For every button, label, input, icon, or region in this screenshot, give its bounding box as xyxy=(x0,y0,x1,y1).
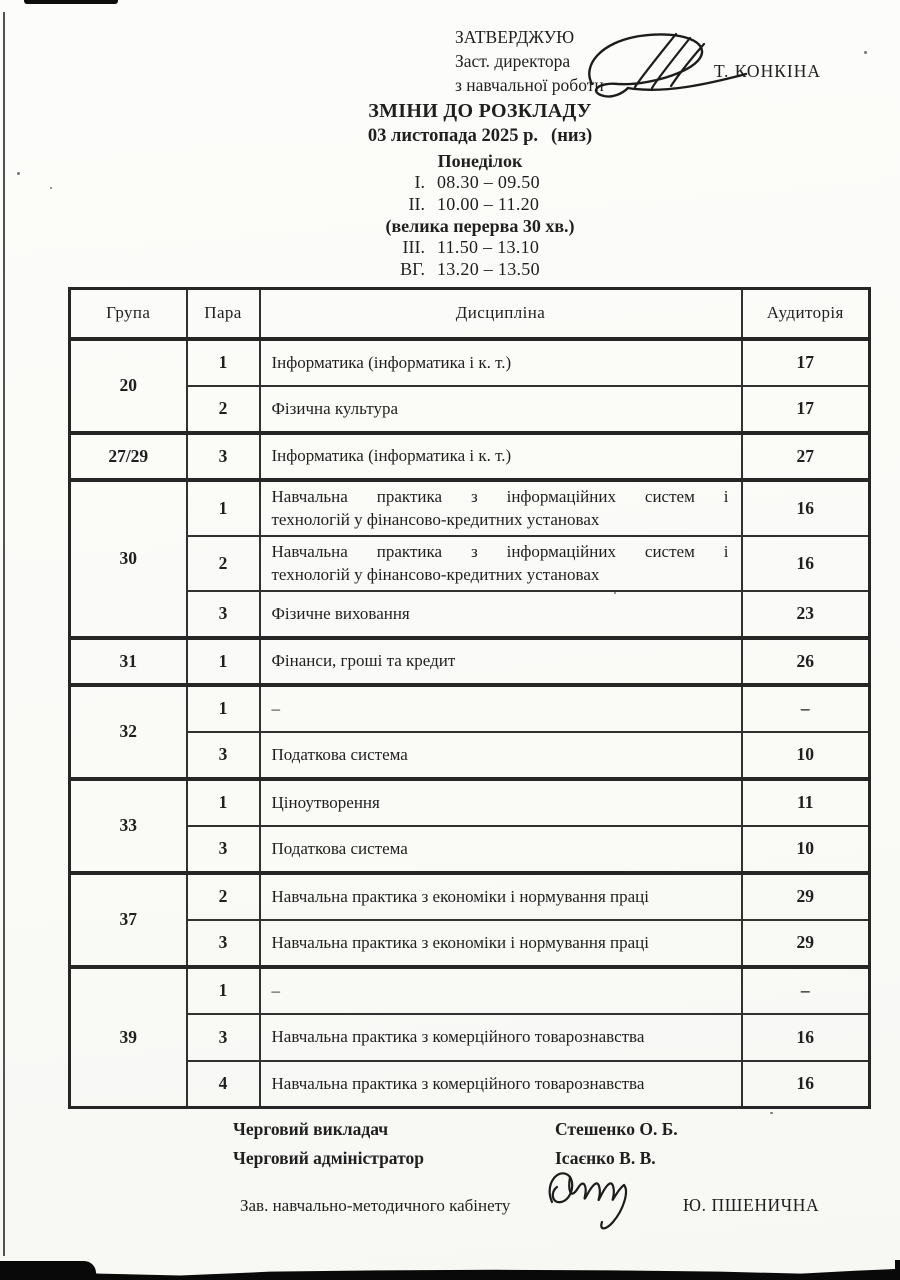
room-cell: 26 xyxy=(742,638,870,685)
discipline-text-line: Навчальна практика з інформаційних систем і xyxy=(271,541,729,561)
table-row xyxy=(70,536,870,591)
duty-person-name: Стешенко О. Б. xyxy=(555,1119,678,1139)
table-row xyxy=(70,638,870,685)
discipline-cell: Інформатика (інформатика і к. т.) xyxy=(260,433,742,480)
room-cell: – xyxy=(742,685,870,732)
discipline-text-line: Навчальна практика з інформаційних систем і xyxy=(271,486,729,506)
cabinet-head-label: Зав. навчально-методичного кабінету xyxy=(240,1196,511,1215)
lesson-time-line xyxy=(60,172,900,194)
table-row xyxy=(70,386,870,433)
para-cell: 2 xyxy=(187,536,260,591)
scan-edge-top xyxy=(24,0,118,4)
lesson-time-line xyxy=(60,259,900,281)
para-cell: 1 xyxy=(187,779,260,826)
para-cell: 2 xyxy=(187,386,260,433)
group-cell: 33 xyxy=(70,779,187,873)
discipline-cell: Податкова система xyxy=(260,732,742,779)
discipline-cell: – xyxy=(260,967,742,1014)
discipline-cell: Ціноутворення xyxy=(260,779,742,826)
room-cell: 17 xyxy=(742,339,870,386)
discipline-cell: Інформатика (інформатика і к. т.) xyxy=(260,339,742,386)
approval-position-line: з навчальної роботи xyxy=(455,75,604,95)
scan-speckle xyxy=(50,187,52,189)
table-row xyxy=(70,1061,870,1108)
discipline-cell: Податкова система xyxy=(260,826,742,873)
lesson-number: I. xyxy=(414,172,425,192)
room-cell: 10 xyxy=(742,732,870,779)
lesson-number: ВГ. xyxy=(400,258,425,279)
discipline-cell: Навчальна практика з комерційного товарознавства xyxy=(260,1014,742,1061)
discipline-cell xyxy=(260,536,742,591)
para-cell: 4 xyxy=(187,1061,260,1108)
column-header-room: Аудиторія xyxy=(742,289,870,339)
table-row xyxy=(70,591,870,638)
lesson-time-line xyxy=(60,194,900,216)
document-date xyxy=(60,125,900,148)
lesson-time-range: 13.20 – 13.50 xyxy=(437,258,540,279)
weekday-label: Понеділок xyxy=(437,151,523,171)
column-header-para: Пара xyxy=(187,289,260,339)
lesson-number: III. xyxy=(402,237,425,257)
para-cell: 3 xyxy=(187,591,260,638)
lesson-time-range: 10.00 – 11.20 xyxy=(437,193,540,214)
para-cell: 1 xyxy=(187,638,260,685)
table-row xyxy=(70,339,870,386)
room-cell: 10 xyxy=(742,826,870,873)
discipline-cell xyxy=(260,480,742,536)
duty-role-label: Черговий адміністратор xyxy=(233,1148,424,1168)
table-row xyxy=(70,967,870,1014)
scan-edge-bottom xyxy=(0,1264,900,1280)
table-row xyxy=(70,920,870,967)
scan-speckle xyxy=(770,1112,773,1114)
date-text: 03 листопада 2025 р. xyxy=(367,126,539,146)
break-note-line: (велика перерва 30 хв.) xyxy=(385,216,575,236)
para-cell: 3 xyxy=(187,920,260,967)
room-cell: 16 xyxy=(742,480,870,536)
scan-edge-bottom-left-blob xyxy=(0,1261,96,1280)
group-cell: 30 xyxy=(70,480,187,638)
group-cell: 37 xyxy=(70,873,187,967)
discipline-text-line: технологій у фінансово-кредитних установах xyxy=(271,510,600,529)
approval-position-line: Заст. директора xyxy=(455,51,571,71)
para-cell: 1 xyxy=(187,967,260,1014)
group-cell: 32 xyxy=(70,685,187,779)
para-cell: 2 xyxy=(187,873,260,920)
room-cell: 17 xyxy=(742,386,870,433)
table-row xyxy=(70,779,870,826)
scan-edge-bottom-right xyxy=(895,1260,900,1280)
table-header-row xyxy=(70,289,870,339)
table-row xyxy=(70,433,870,480)
room-cell: – xyxy=(742,967,870,1014)
table-row xyxy=(70,873,870,920)
group-cell: 39 xyxy=(70,967,187,1108)
discipline-cell: Навчальна практика з комерційного товарознавства xyxy=(260,1061,742,1108)
lesson-time-range: 11.50 – 13.10 xyxy=(437,237,540,257)
table-row xyxy=(70,480,870,536)
table-row xyxy=(70,1014,870,1061)
lesson-time-line xyxy=(60,237,900,259)
room-cell: 29 xyxy=(742,873,870,920)
discipline-cell: Фізичне виховання xyxy=(260,591,742,638)
discipline-cell: – xyxy=(260,685,742,732)
room-cell: 11 xyxy=(742,779,870,826)
lesson-number: II. xyxy=(408,193,425,214)
approver-name: Т. КОНКІНА xyxy=(714,61,821,81)
scan-speckle xyxy=(17,172,20,175)
document-title: ЗМІНИ ДО РОЗКЛАДУ xyxy=(368,100,592,122)
duty-person-name: Ісаєнко В. В. xyxy=(555,1148,656,1168)
discipline-text-line: технологій у фінансово-кредитних установах xyxy=(271,565,600,584)
room-cell: 27 xyxy=(742,433,870,480)
para-cell: 3 xyxy=(187,1014,260,1061)
table-row xyxy=(70,732,870,779)
discipline-cell: Фізична культура xyxy=(260,386,742,433)
para-cell: 1 xyxy=(187,480,260,536)
table-row xyxy=(70,826,870,873)
column-header-discipline: Дисципліна xyxy=(260,289,742,339)
room-cell: 29 xyxy=(742,920,870,967)
discipline-cell: Навчальна практика з економіки і нормування праці xyxy=(260,873,742,920)
para-cell: 1 xyxy=(187,339,260,386)
discipline-cell: Фінанси, гроші та кредит xyxy=(260,638,742,685)
schedule-table xyxy=(68,287,871,1109)
group-cell: 27/29 xyxy=(70,433,187,480)
column-header-group: Група xyxy=(70,289,187,339)
scan-speckle xyxy=(864,51,867,54)
room-cell: 23 xyxy=(742,591,870,638)
scan-edge-left xyxy=(3,12,5,1256)
discipline-cell: Навчальна практика з економіки і нормування праці xyxy=(260,920,742,967)
date-note: (низ) xyxy=(551,126,593,146)
cabinet-head-name: Ю. ПШЕНИЧНА xyxy=(683,1195,820,1215)
group-cell: 31 xyxy=(70,638,187,685)
document-header xyxy=(60,100,900,280)
lesson-time-range: 08.30 – 09.50 xyxy=(437,172,540,192)
para-cell: 1 xyxy=(187,685,260,732)
duty-role-label: Черговий викладач xyxy=(233,1119,389,1139)
approval-stamp: ЗАТВЕРДЖУЮ xyxy=(455,27,575,47)
room-cell: 16 xyxy=(742,1014,870,1061)
lesson-times-list xyxy=(60,172,900,280)
para-cell: 3 xyxy=(187,433,260,480)
para-cell: 3 xyxy=(187,826,260,873)
group-cell: 20 xyxy=(70,339,187,433)
room-cell: 16 xyxy=(742,1061,870,1108)
room-cell: 16 xyxy=(742,536,870,591)
para-cell: 3 xyxy=(187,732,260,779)
table-row xyxy=(70,685,870,732)
signature-cabinet-head xyxy=(540,1156,672,1238)
